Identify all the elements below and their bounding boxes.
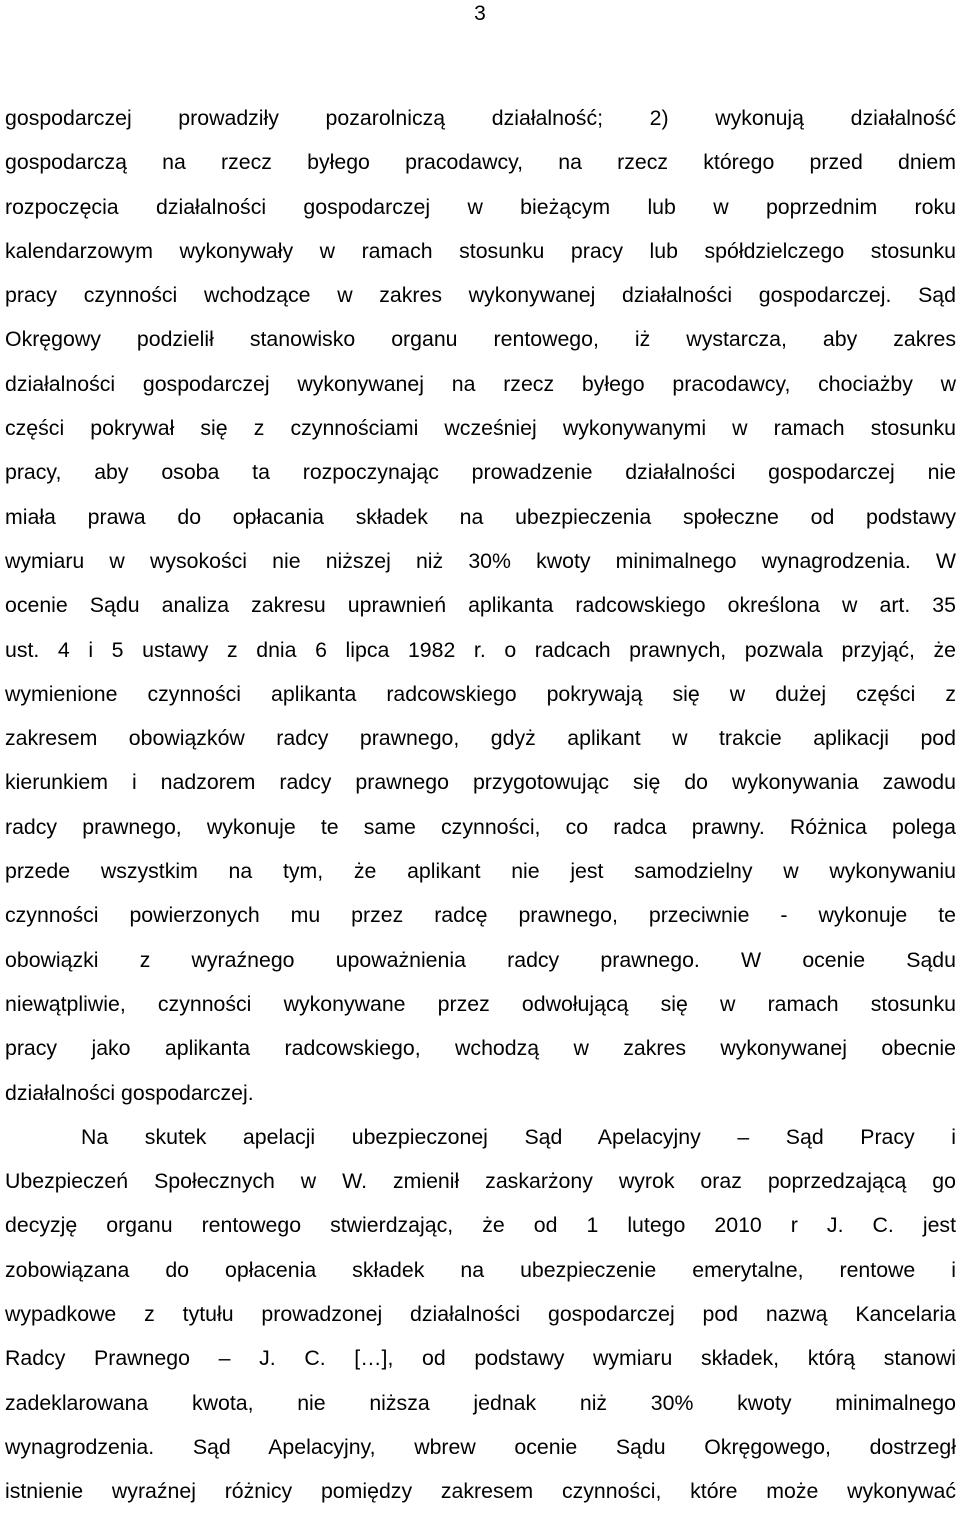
text-line: ust. 4 i 5 ustawy z dnia 6 lipca 1982 r. o radcach prawnych, pozwala przyjąć, że: [5, 637, 956, 662]
text-line: wypadkowe z tytułu prowadzonej działalności gospodarczej pod nazwą Kancelaria: [5, 1302, 956, 1327]
text-line: zobowiązana do opłacenia składek na ubezpieczenie emerytalne, rentowe i: [5, 1257, 956, 1282]
text-line: ocenie Sądu analiza zakresu uprawnień aplikanta radcowskiego określona w art. 35: [5, 593, 956, 618]
paragraph-last-line: działalności gospodarczej.: [5, 1080, 254, 1105]
text-line: wymiaru w wysokości nie niższej niż 30% kwoty minimalnego wynagrodzenia. W: [5, 548, 956, 573]
text-line: Radcy Prawnego – J. C. […], od podstawy wymiaru składek, którą stanowi: [5, 1346, 956, 1371]
text-line: Ubezpieczeń Społecznych w W. zmienił zaskarżony wyrok oraz poprzedzającą go: [5, 1169, 956, 1194]
text-line: wynagrodzenia. Sąd Apelacyjny, wbrew ocenie Sądu Okręgowego, dostrzegł: [5, 1434, 956, 1459]
text-line: pracy jako aplikanta radcowskiego, wchodzą w zakres wykonywanej obecnie: [5, 1036, 956, 1061]
text-line: gospodarczą na rzecz byłego pracodawcy, na rzecz którego przed dniem: [5, 150, 956, 175]
paragraph-first-line: Na skutek apelacji ubezpieczonej Sąd Apelacyjny – Sąd Pracy i: [81, 1124, 956, 1149]
page-number: 3: [474, 2, 486, 25]
document-body: [5, 96, 956, 1514]
text-line: niewątpliwie, czynności wykonywane przez odwołującą się w ramach stosunku: [5, 991, 956, 1016]
text-line: wymienione czynności aplikanta radcowskiego pokrywają się w dużej części z: [5, 681, 956, 706]
text-line: zakresem obowiązków radcy prawnego, gdyż aplikant w trakcie aplikacji pod: [5, 726, 956, 751]
text-line: pracy, aby osoba ta rozpoczynając prowadzenie działalności gospodarczej nie: [5, 460, 956, 485]
text-line: obowiązki z wyraźnego upoważnienia radcy prawnego. W ocenie Sądu: [5, 947, 956, 972]
text-line: decyzję organu rentowego stwierdzając, że od 1 lutego 2010 r J. C. jest: [5, 1213, 956, 1238]
text-line: zadeklarowana kwota, nie niższa jednak niż 30% kwoty minimalnego: [5, 1390, 956, 1415]
text-line: działalności gospodarczej wykonywanej na rzecz byłego pracodawcy, chociażby w: [5, 371, 956, 396]
text-line: pracy czynności wchodzące w zakres wykonywanej działalności gospodarczej. Sąd: [5, 283, 956, 308]
text-line: kalendarzowym wykonywały w ramach stosunku pracy lub spółdzielczego stosunku: [5, 238, 956, 263]
text-line: gospodarczej prowadziły pozarolniczą działalność; 2) wykonują działalność: [5, 106, 956, 130]
text-line: rozpoczęcia działalności gospodarczej w bieżącym lub w poprzednim roku: [5, 194, 956, 219]
text-line: radcy prawnego, wykonuje te same czynności, co radca prawny. Różnica polega: [5, 814, 956, 839]
text-line: kierunkiem i nadzorem radcy prawnego przygotowując się do wykonywania zawodu: [5, 770, 956, 795]
text-line: istnienie wyraźnej różnicy pomiędzy zakresem czynności, które może wykonywać: [5, 1479, 956, 1504]
text-line: części pokrywał się z czynnościami wcześniej wykonywanymi w ramach stosunku: [5, 416, 956, 441]
text-line: Okręgowy podzielił stanowisko organu rentowego, iż wystarcza, aby zakres: [5, 327, 956, 352]
text-line: czynności powierzonych mu przez radcę prawnego, przeciwnie - wykonuje te: [5, 903, 956, 928]
text-line: miała prawa do opłacania składek na ubezpieczenia społeczne od podstawy: [5, 504, 956, 529]
text-line: przede wszystkim na tym, że aplikant nie jest samodzielny w wykonywaniu: [5, 859, 956, 884]
